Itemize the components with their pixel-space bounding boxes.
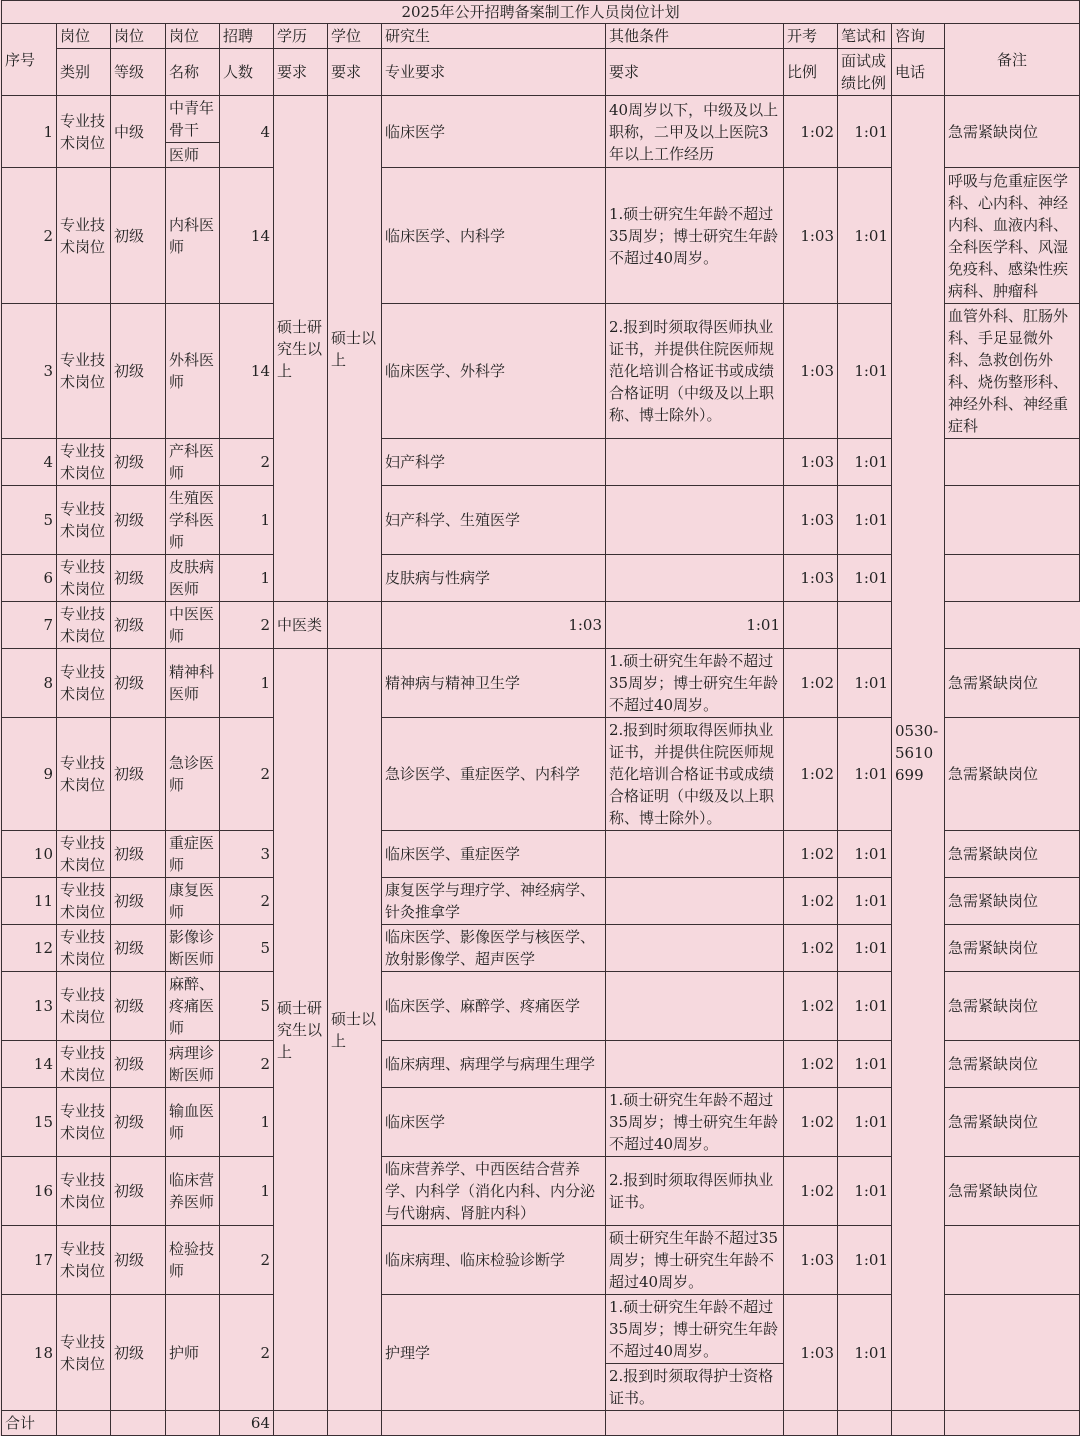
cell-major: 临床病理、临床检验诊断学 [382,1226,606,1295]
cell-seq: 14 [2,1041,57,1088]
cell-exam: 1:02 [784,831,838,878]
cell-type: 专业技术岗位 [57,439,111,486]
header-other: 其他条件 [606,24,784,49]
cell-major: 临床医学、影像医学与核医学、放射影像学、超声医学 [382,925,606,972]
cell-other: 1.硕士研究生年龄不超过35周岁；博士研究生年龄不超过40周岁。 [606,168,784,304]
cell-count: 1 [220,649,274,718]
cell-exam: 1:03 [784,304,838,439]
cell-level: 初级 [111,168,166,304]
cell-other: 1.硕士研究生年龄不超过35周岁；博士研究生年龄不超过40周岁。 [606,1295,784,1364]
cell-seq: 11 [2,878,57,925]
cell-major: 妇产科学 [382,439,606,486]
cell-exam: 1:02 [784,1088,838,1157]
cell-level: 初级 [111,304,166,439]
cell-major: 临床医学 [382,1088,606,1157]
cell-count: 2 [220,439,274,486]
cell-level: 初级 [111,439,166,486]
cell-degree-group-2: 硕士以上 [328,649,382,1411]
cell-seq: 10 [2,831,57,878]
cell-other [606,555,784,602]
cell-count: 2 [220,1041,274,1088]
cell-level: 初级 [111,486,166,555]
cell-other [606,486,784,555]
cell-exam: 1:03 [784,1295,838,1411]
cell-name: 麻醉、疼痛医师 [166,972,220,1041]
cell-ratio: 1:01 [838,1088,892,1157]
header-level: 岗位 [111,24,166,49]
cell-level: 初级 [111,1041,166,1088]
cell-count: 1 [220,555,274,602]
cell-other: 2.报到时须取得医师执业证书，并提供住院医师规范化培训合格证书或成绩合格证明（中级及以上职称、博士除外）。 [606,718,784,831]
cell-remark: 急需紧缺岗位 [945,1157,1080,1226]
cell-remark: 急需紧缺岗位 [945,96,1080,168]
header-degree: 学位 [328,24,382,49]
cell-type: 专业技术岗位 [57,168,111,304]
cell-name: 外科医师 [166,304,220,439]
cell-exam: 1:02 [784,649,838,718]
cell-remark [945,1226,1080,1295]
cell-exam: 1:03 [784,555,838,602]
cell-level: 初级 [111,555,166,602]
cell-remark: 急需紧缺岗位 [945,1088,1080,1157]
cell-seq: 6 [2,555,57,602]
cell-ratio: 1:01 [838,1041,892,1088]
header-name-2: 名称 [166,49,220,96]
cell-seq: 16 [2,1157,57,1226]
cell-level: 初级 [111,602,166,649]
header-other-2: 要求 [606,49,784,96]
header-seq: 序号 [2,24,57,96]
cell-edu-group-1: 硕士研究生以上 [274,96,328,602]
cell-ratio: 1:01 [838,1157,892,1226]
cell-type: 专业技术岗位 [57,718,111,831]
cell-major: 皮肤病与性病学 [382,555,606,602]
cell-level: 初级 [111,1295,166,1411]
header-major: 研究生 [382,24,606,49]
cell-exam: 1:03 [382,602,606,649]
cell-count: 14 [220,168,274,304]
cell-other [606,972,784,1041]
cell-type: 专业技术岗位 [57,878,111,925]
cell-level: 中级 [111,96,166,168]
cell-ratio: 1:01 [838,1295,892,1411]
cell-count: 2 [220,718,274,831]
header-major-2: 专业要求 [382,49,606,96]
cell-name: 护师 [166,1295,220,1411]
cell-seq: 15 [2,1088,57,1157]
cell-ratio: 1:01 [838,925,892,972]
cell-seq: 3 [2,304,57,439]
cell-remark [784,602,838,649]
cell-name: 康复医师 [166,878,220,925]
cell-other: 2.报到时须取得护士资格证书。 [606,1364,784,1411]
cell-remark: 呼吸与危重症医学科、心内科、神经内科、血液内科、全科医学科、风湿免疫科、感染性疾病科、肿瘤科 [945,168,1080,304]
cell-exam: 1:02 [784,96,838,168]
cell-exam: 1:02 [784,1157,838,1226]
cell-remark: 急需紧缺岗位 [945,1041,1080,1088]
cell-remark: 血管外科、肛肠外科、手足显微外科、急救创伤外科、烧伤整形科、神经外科、神经重症科 [945,304,1080,439]
cell-type: 专业技术岗位 [57,1041,111,1088]
cell-major: 临床病理、病理学与病理生理学 [382,1041,606,1088]
header-degree-2: 要求 [328,49,382,96]
cell-level: 初级 [111,831,166,878]
cell-ratio: 1:01 [838,878,892,925]
cell-exam: 1:02 [784,972,838,1041]
cell-name: 临床营养医师 [166,1157,220,1226]
cell-other: 40周岁以下，中级及以上职称，二甲及以上医院3年以上工作经历 [606,96,784,168]
cell-ratio: 1:01 [838,168,892,304]
cell-name: 检验技师 [166,1226,220,1295]
header-type-2: 类别 [57,49,111,96]
cell-remark [945,555,1080,602]
cell-type: 专业技术岗位 [57,1295,111,1411]
cell-major: 妇产科学、生殖医学 [382,486,606,555]
cell-type: 专业技术岗位 [57,555,111,602]
cell-type: 专业技术岗位 [57,1226,111,1295]
cell-other [606,831,784,878]
cell-exam: 1:02 [784,878,838,925]
cell-other [606,925,784,972]
total-row [2,1411,1080,1436]
header-ratio: 笔试和 [838,24,892,49]
cell-exam: 1:03 [784,1226,838,1295]
cell-seq: 7 [2,602,57,649]
cell-seq: 8 [2,649,57,718]
cell-remark: 急需紧缺岗位 [945,649,1080,718]
cell-other [328,602,382,649]
cell-type: 专业技术岗位 [57,972,111,1041]
cell-exam: 1:02 [784,718,838,831]
cell-other: 2.报到时须取得医师执业证书，并提供住院医师规范化培训合格证书或成绩合格证明（中级及以上职称、博士除外）。 [606,304,784,439]
header-phone: 咨询 [892,24,945,49]
cell-count: 5 [220,925,274,972]
cell-ratio: 1:01 [838,439,892,486]
cell-other: 2.报到时须取得医师执业证书。 [606,1157,784,1226]
cell-level: 初级 [111,1088,166,1157]
header-phone-2: 电话 [892,49,945,96]
cell-edu-group-2: 硕士研究生以上 [274,649,328,1411]
cell-remark [945,486,1080,555]
cell-count: 2 [220,878,274,925]
cell-major: 临床医学、重症医学 [382,831,606,878]
cell-seq: 17 [2,1226,57,1295]
cell-major: 急诊医学、重症医学、内科学 [382,718,606,831]
cell-major: 临床营养学、中西医结合营养学、内科学（消化内科、内分泌与代谢病、肾脏内科） [382,1157,606,1226]
header-type: 岗位 [57,24,111,49]
cell-type: 专业技术岗位 [57,1088,111,1157]
cell-ratio: 1:01 [838,96,892,168]
cell-count: 1 [220,1088,274,1157]
cell-phone: 0530-5610699 [892,96,945,1411]
cell-seq: 1 [2,96,57,168]
cell-name: 中青年骨干 [166,96,220,143]
total-label: 合计 [2,1411,57,1436]
header-ratio-2: 面试成绩比例 [838,49,892,96]
cell-count: 3 [220,831,274,878]
header-name: 岗位 [166,24,220,49]
cell-type: 专业技术岗位 [57,304,111,439]
cell-name: 医师 [166,143,220,168]
cell-ratio: 1:01 [838,555,892,602]
cell-name: 产科医师 [166,439,220,486]
cell-ratio: 1:01 [606,602,784,649]
table-row [2,96,1080,143]
cell-other [606,439,784,486]
cell-level: 初级 [111,878,166,925]
cell-ratio: 1:01 [838,304,892,439]
cell-seq: 5 [2,486,57,555]
cell-count: 2 [220,1295,274,1411]
cell-major: 中医类 [274,602,328,649]
cell-major: 康复医学与理疗学、神经病学、针灸推拿学 [382,878,606,925]
cell-exam: 1:03 [784,439,838,486]
cell-count: 5 [220,972,274,1041]
cell-seq: 4 [2,439,57,486]
cell-level: 初级 [111,1226,166,1295]
cell-seq: 18 [2,1295,57,1411]
cell-remark: 急需紧缺岗位 [945,831,1080,878]
cell-major: 临床医学、麻醉学、疼痛医学 [382,972,606,1041]
cell-count: 14 [220,304,274,439]
cell-seq: 13 [2,972,57,1041]
cell-level: 初级 [111,718,166,831]
table-title: 2025年公开招聘备案制工作人员岗位计划 [2,1,1080,24]
cell-other: 1.硕士研究生年龄不超过35周岁；博士研究生年龄不超过40周岁。 [606,1088,784,1157]
cell-name: 中医医师 [166,602,220,649]
cell-major: 护理学 [382,1295,606,1411]
cell-name: 急诊医师 [166,718,220,831]
cell-major: 临床医学、内科学 [382,168,606,304]
header-remark: 备注 [945,24,1080,96]
cell-ratio: 1:01 [838,831,892,878]
cell-name: 皮肤病医师 [166,555,220,602]
cell-other [606,878,784,925]
cell-count: 2 [220,1226,274,1295]
header-level-2: 等级 [111,49,166,96]
cell-exam: 1:02 [784,925,838,972]
header-count: 招聘 [220,24,274,49]
cell-exam: 1:03 [784,168,838,304]
cell-level: 初级 [111,972,166,1041]
cell-remark: 急需紧缺岗位 [945,925,1080,972]
cell-name: 影像诊断医师 [166,925,220,972]
cell-degree-group-1: 硕士以上 [328,96,382,602]
cell-major: 临床医学 [382,96,606,168]
cell-other: 硕士研究生年龄不超过35周岁；博士研究生年龄不超过40周岁。 [606,1226,784,1295]
cell-ratio: 1:01 [838,1226,892,1295]
cell-level: 初级 [111,925,166,972]
cell-name: 输血医师 [166,1088,220,1157]
cell-exam: 1:03 [784,486,838,555]
cell-name: 病理诊断医师 [166,1041,220,1088]
cell-ratio: 1:01 [838,718,892,831]
cell-remark [945,1295,1080,1411]
cell-major: 精神病与精神卫生学 [382,649,606,718]
cell-seq: 9 [2,718,57,831]
cell-type: 专业技术岗位 [57,486,111,555]
cell-name: 内科医师 [166,168,220,304]
cell-count: 4 [220,96,274,168]
cell-name: 重症医师 [166,831,220,878]
cell-major: 临床医学、外科学 [382,304,606,439]
cell-remark [945,439,1080,486]
header-edu: 学历 [274,24,328,49]
cell-count: 1 [220,486,274,555]
recruitment-table [1,0,1080,1436]
cell-remark: 急需紧缺岗位 [945,972,1080,1041]
cell-count: 1 [220,1157,274,1226]
header-exam: 开考 [784,24,838,49]
cell-level: 初级 [111,649,166,718]
cell-remark: 急需紧缺岗位 [945,878,1080,925]
cell-name: 生殖医学科医师 [166,486,220,555]
header-exam-2: 比例 [784,49,838,96]
cell-other [606,1041,784,1088]
cell-seq: 2 [2,168,57,304]
cell-remark: 急需紧缺岗位 [945,718,1080,831]
cell-ratio: 1:01 [838,486,892,555]
cell-seq: 12 [2,925,57,972]
total-count: 64 [220,1411,274,1436]
cell-type: 专业技术岗位 [57,1157,111,1226]
cell-type: 专业技术岗位 [57,96,111,168]
cell-other: 1.硕士研究生年龄不超过35周岁；博士研究生年龄不超过40周岁。 [606,649,784,718]
cell-ratio: 1:01 [838,972,892,1041]
cell-ratio: 1:01 [838,649,892,718]
cell-type: 专业技术岗位 [57,925,111,972]
cell-type: 专业技术岗位 [57,602,111,649]
header-edu-2: 要求 [274,49,328,96]
cell-exam: 1:02 [784,1041,838,1088]
cell-type: 专业技术岗位 [57,649,111,718]
cell-name: 精神科医师 [166,649,220,718]
cell-type: 专业技术岗位 [57,831,111,878]
cell-count: 2 [220,602,274,649]
header-count-2: 人数 [220,49,274,96]
cell-level: 初级 [111,1157,166,1226]
